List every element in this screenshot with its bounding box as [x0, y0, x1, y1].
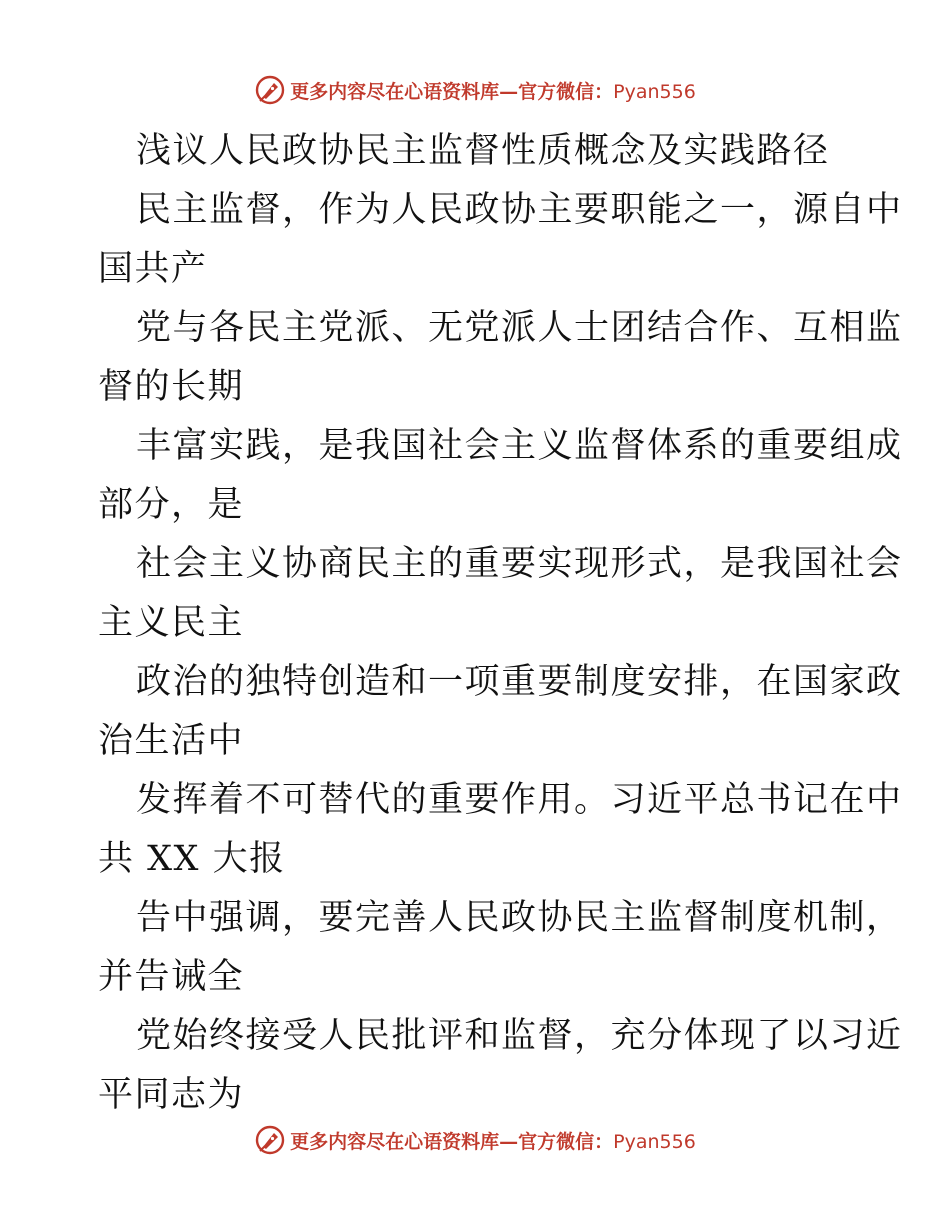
watermark-banner-bottom — [0, 1122, 950, 1158]
watermark-wechat-id: Pyan556 — [613, 80, 696, 103]
watermark-text — [290, 77, 696, 104]
document-line: 政治的独特创造和一项重要制度安排，在国家政 — [136, 662, 903, 702]
document-line: 党始终接受人民批评和监督，充分体现了以习近 — [136, 1016, 903, 1056]
document-line: 告中强调，要完善人民政协民主监督制度机制， — [136, 898, 903, 938]
document-line: 部分，是 — [98, 485, 245, 525]
document-line: 共 XX 大报 — [98, 839, 286, 879]
pen-nib-circle-logo-icon — [254, 74, 286, 106]
pen-nib-circle-logo-icon — [254, 1124, 286, 1156]
watermark-text — [290, 1127, 696, 1154]
document-line: 发挥着不可替代的重要作用。习近平总书记在中 — [136, 780, 903, 820]
watermark-banner-top — [0, 72, 950, 108]
document-line: 丰富实践，是我国社会主义监督体系的重要组成 — [136, 426, 903, 466]
watermark-wechat-id: Pyan556 — [613, 1130, 696, 1153]
document-line: 国共产 — [98, 249, 208, 289]
document-line: 治生活中 — [98, 721, 245, 761]
document-line: 社会主义协商民主的重要实现形式，是我国社会 — [136, 544, 903, 584]
watermark-text-main: 更多内容尽在心语资料库—官方微信： — [290, 1130, 614, 1153]
document-paragraph — [98, 181, 903, 1125]
document-body — [98, 122, 903, 1125]
document-line: 民主监督，作为人民政协主要职能之一，源自中 — [136, 190, 903, 230]
document-line: 督的长期 — [98, 367, 245, 407]
document-line: 并告诫全 — [98, 957, 245, 997]
document-line: 党与各民主党派、无党派人士团结合作、互相监 — [136, 308, 903, 348]
watermark-text-main: 更多内容尽在心语资料库—官方微信： — [290, 80, 614, 103]
document-line: 平同志为 — [98, 1075, 245, 1115]
document-line: 主义民主 — [98, 603, 245, 643]
document-title: 浅议人民政协民主监督性质概念及实践路径 — [136, 131, 830, 171]
